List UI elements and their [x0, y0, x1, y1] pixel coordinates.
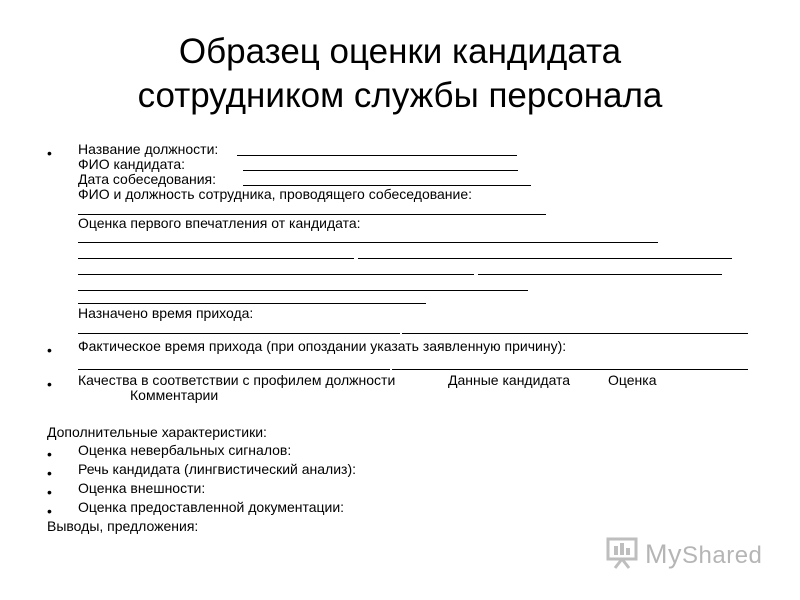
- first-impression-blank-3b: [478, 274, 722, 275]
- first-impression-blank-2b: [358, 258, 732, 259]
- actual-time-blank-a: [78, 369, 390, 370]
- interview-date-label: Дата собеседования:: [78, 171, 217, 187]
- candidate-label: ФИО кандидата:: [78, 156, 186, 172]
- first-impression-label: Оценка первого впечатления от кандидата:: [78, 215, 361, 231]
- first-impression-blank-1: [78, 242, 658, 243]
- page-title-line-2: сотрудником службы персонала: [137, 76, 663, 115]
- bullet-dot: •: [47, 465, 52, 481]
- page-title-line-1: Образец оценки кандидата: [178, 32, 622, 71]
- bullet-dot: •: [47, 484, 52, 500]
- scheduled-time-blank-b: [402, 333, 748, 334]
- additional-heading: Дополнительные характеристики:: [47, 424, 267, 440]
- bullet-dot: •: [47, 446, 52, 462]
- first-impression-blank-3a: [78, 274, 474, 275]
- scheduled-time-label: Назначено время прихода:: [78, 305, 254, 321]
- watermark-text: [645, 539, 762, 570]
- position-label: Название должности:: [78, 141, 219, 157]
- additional-item: Речь кандидата (лингвистический анализ):: [78, 461, 357, 477]
- additional-item: Оценка предоставленной документации:: [78, 499, 345, 515]
- watermark-logo: [605, 537, 762, 571]
- interviewer-label: ФИО и должность сотрудника, проводящего собеседование:: [78, 186, 473, 202]
- watermark-brand-part2: Shared: [682, 541, 763, 569]
- bullet-dot: •: [47, 376, 52, 392]
- actual-time-blank-b: [392, 369, 748, 370]
- first-impression-blank-2a: [78, 258, 354, 259]
- qualities-col-profile: Качества в соответствии с профилем должности: [78, 372, 396, 388]
- scheduled-time-blank-a: [78, 333, 400, 334]
- qualities-col-candidate-data: Данные кандидата: [448, 372, 571, 388]
- candidate-blank: [243, 170, 518, 171]
- first-impression-blank-5: [78, 303, 426, 304]
- watermark-brand-part1: My: [645, 538, 682, 569]
- additional-item: Оценка невербальных сигналов:: [78, 442, 292, 458]
- conclusions-label: Выводы, предложения:: [47, 518, 199, 534]
- first-impression-blank-4: [78, 290, 528, 291]
- bullet-dot: •: [47, 145, 52, 161]
- position-blank: [237, 155, 517, 156]
- bullet-dot: •: [47, 342, 52, 358]
- actual-time-label: Фактическое время прихода (при опоздании указать заявленную причину):: [78, 338, 567, 354]
- qualities-col-score: Оценка: [608, 372, 657, 388]
- additional-item: Оценка внешности:: [78, 480, 206, 496]
- qualities-col-comments: Комментарии: [130, 387, 219, 403]
- presentation-board-icon: [605, 535, 639, 574]
- bullet-dot: •: [47, 503, 52, 519]
